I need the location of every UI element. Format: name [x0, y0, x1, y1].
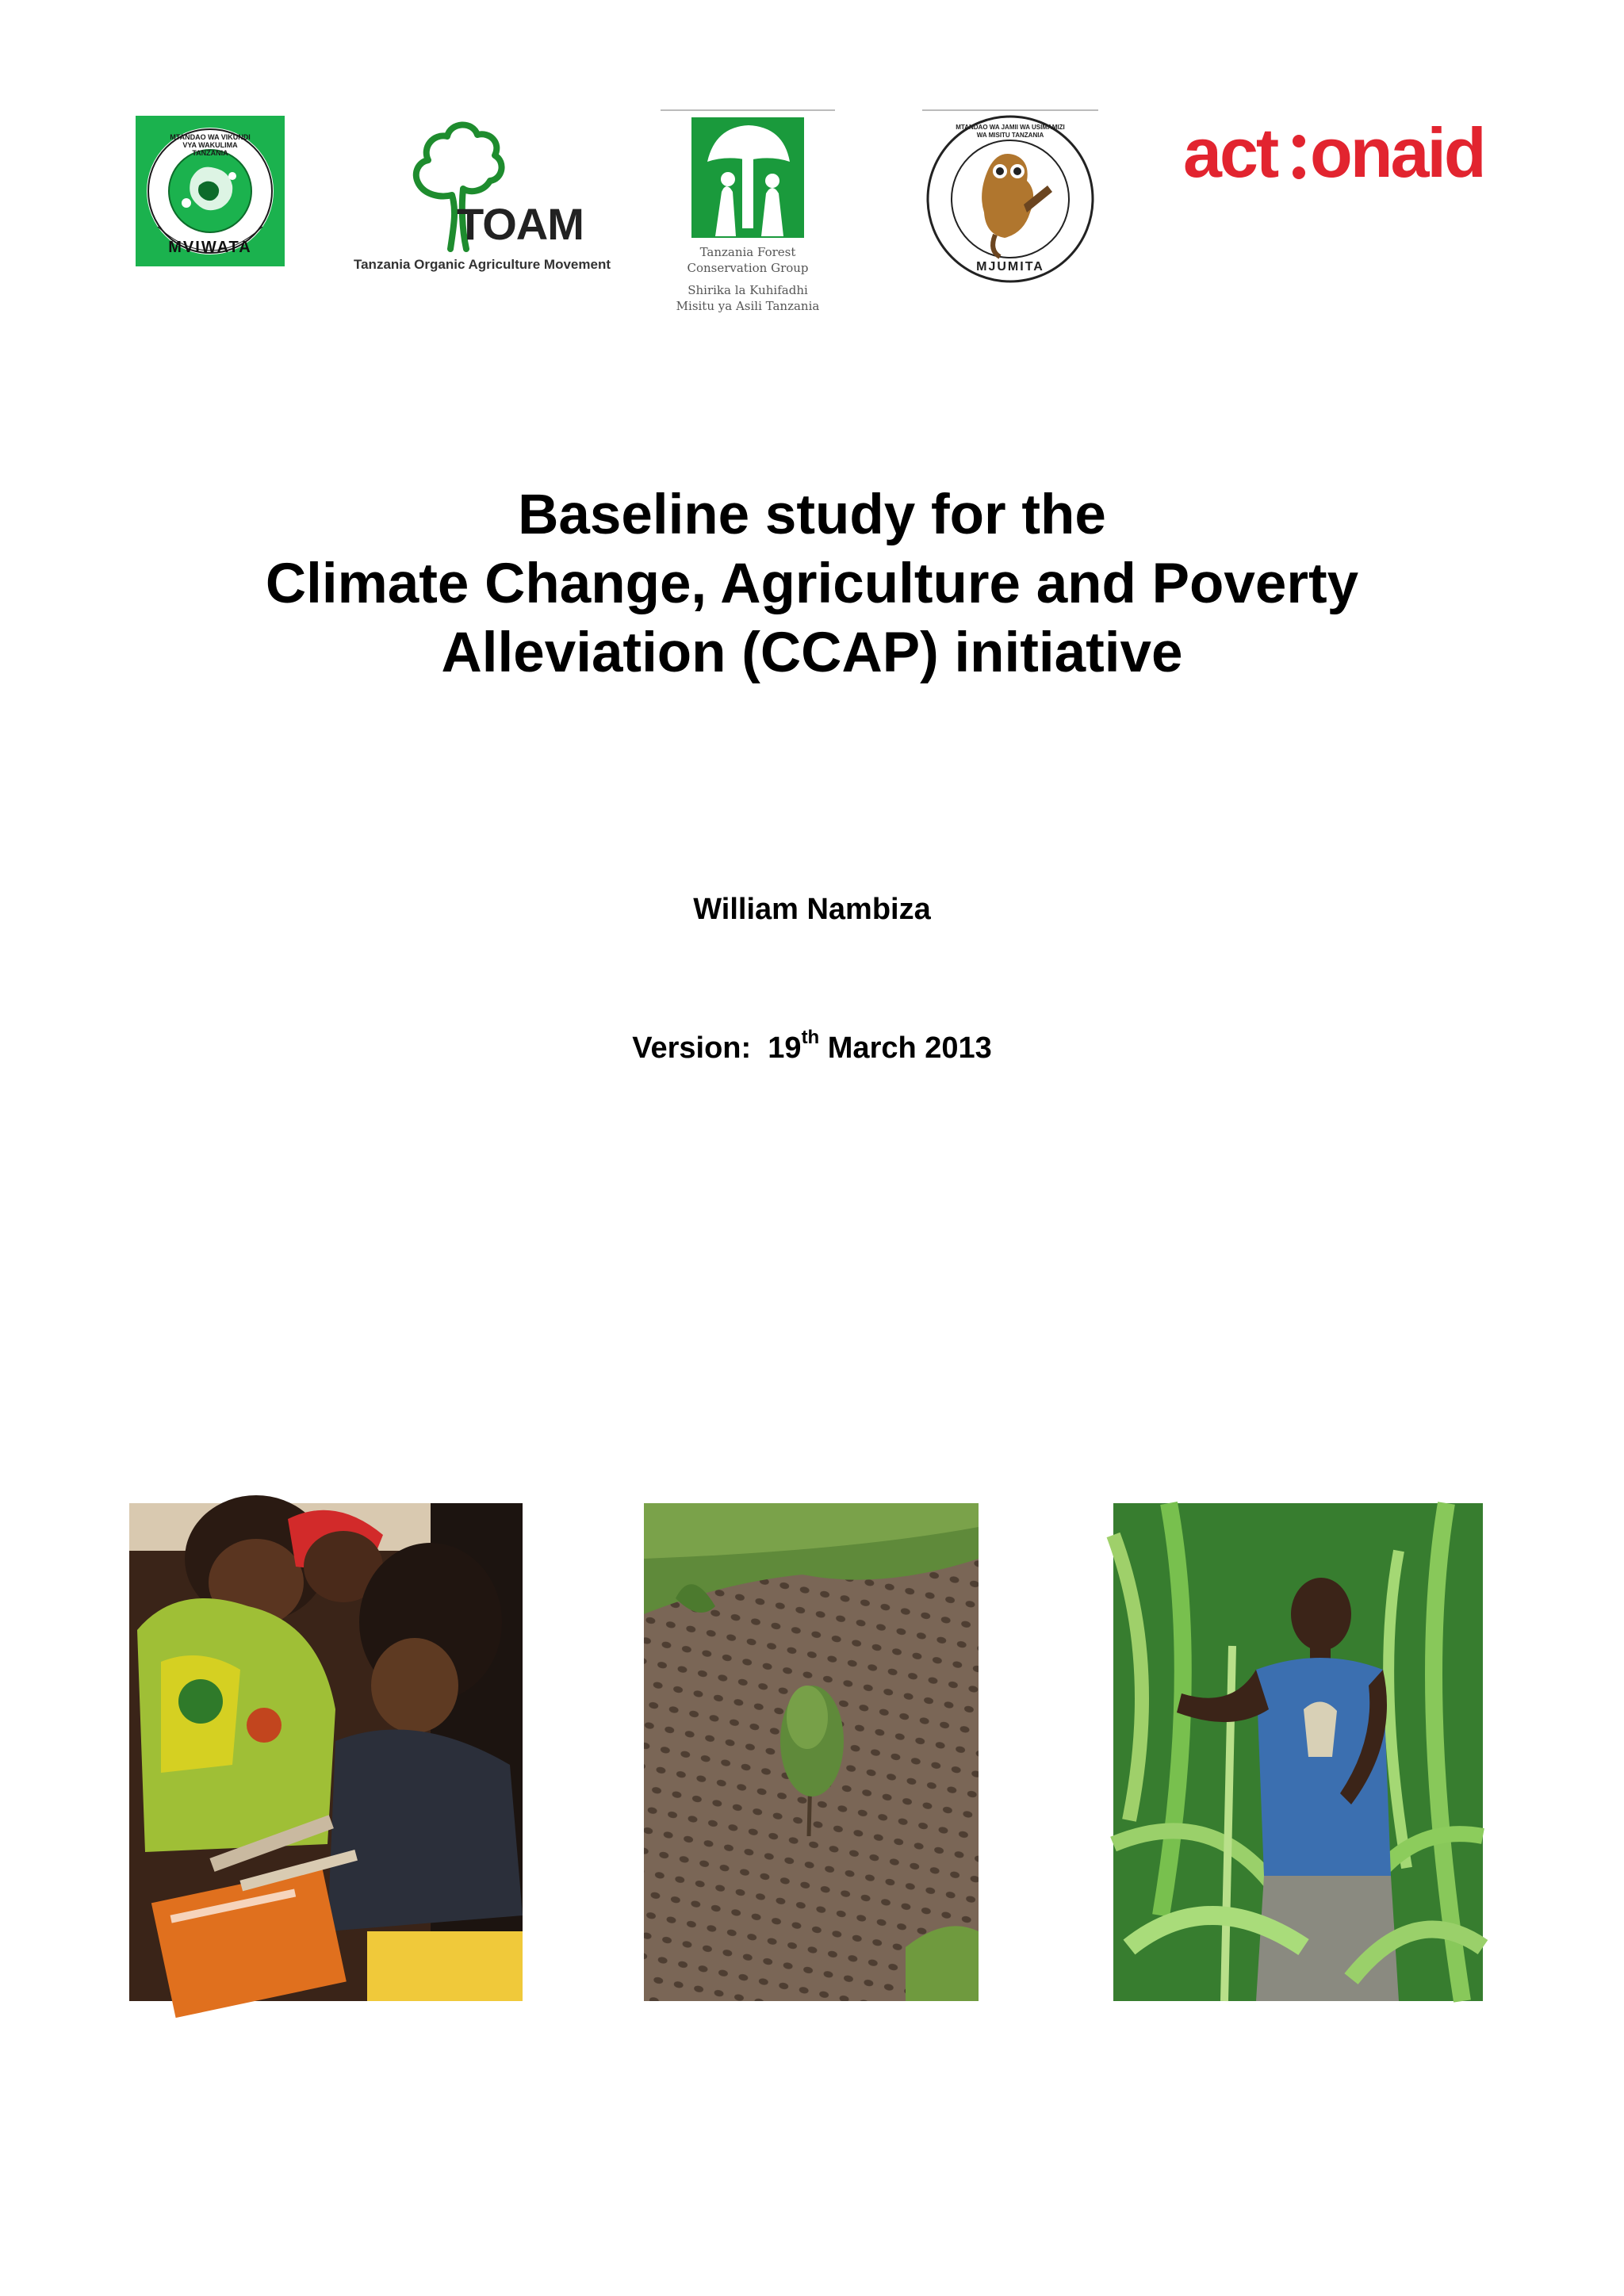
photo-tree-field	[644, 1503, 979, 2001]
page-title	[0, 480, 1624, 687]
tree-field-image	[644, 1503, 979, 2001]
toam-tagline: Tanzania Organic Agriculture Movement	[353, 257, 611, 272]
author-name: William Nambiza	[693, 893, 931, 926]
mjumita-name: MJUMITA	[976, 260, 1044, 274]
photo-farmer-maize	[1113, 1503, 1483, 2001]
forest-people-icon	[691, 117, 804, 238]
version-line	[0, 1024, 1624, 1072]
tfcg-name-line1: Tanzania Forest	[699, 245, 796, 259]
mviwata-logo	[136, 116, 285, 266]
women-reading-image	[129, 1503, 523, 2001]
toam-name: TOAM	[457, 199, 584, 249]
version-label: Version:	[632, 1031, 752, 1065]
actionaid-wordmark-a: act	[1183, 113, 1277, 192]
actionaid-colon-icon	[1291, 132, 1307, 182]
title-line-2: Climate Change, Agriculture and Poverty	[265, 553, 1359, 615]
mjumita-ring-text: MTANDAO WA JAMII WA USIMAMIZI WA MISITU TANZANIA	[956, 124, 1065, 139]
farmer-maize-image	[1113, 1503, 1483, 2001]
tfcg-name-line3: Shirika la Kuhifadhi	[688, 283, 808, 297]
tfcg-logo	[661, 109, 835, 325]
title-line-1: Baseline study for the	[518, 484, 1106, 546]
actionaid-logo	[1183, 113, 1510, 192]
tfcg-name-line2: Conservation Group	[687, 261, 809, 275]
version-day-suffix: th	[801, 1027, 820, 1048]
photo-women-reading	[129, 1503, 523, 2001]
tfcg-name-line4: Misitu ya Asili Tanzania	[676, 299, 820, 313]
version-month-year: March 2013	[827, 1031, 992, 1065]
title-line-3: Alleviation (CCAP) initiative	[441, 622, 1183, 684]
version-day: 19	[768, 1031, 802, 1065]
tfcg-rule	[661, 109, 835, 111]
mviwata-name: MVIWATA	[168, 239, 252, 256]
mviwata-ring-text: MTANDAO WA VIKUNDI VYA WAKULIMA TANZANIA	[170, 133, 251, 157]
mjumita-logo	[922, 109, 1098, 285]
actionaid-wordmark-b: onaid	[1310, 113, 1484, 192]
toam-logo	[349, 116, 615, 286]
